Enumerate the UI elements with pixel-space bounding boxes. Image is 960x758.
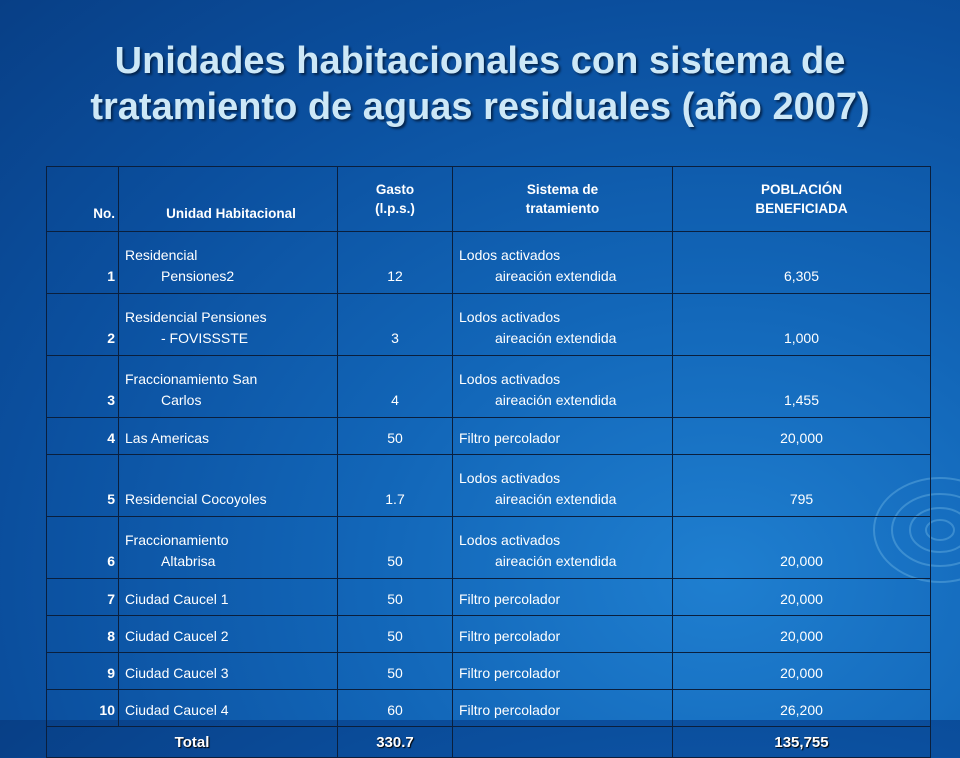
header-poblacion-line1: POBLACIÓN (761, 182, 842, 197)
cell-gasto: 60 (338, 690, 453, 727)
cell-sistema-line1: Lodos activados (459, 371, 561, 387)
table-row (47, 653, 931, 690)
cell-sistema: Filtro percolador (453, 579, 673, 616)
cell-sistema-line1: Lodos activados (459, 247, 561, 263)
cell-no: 10 (47, 690, 119, 727)
table-row (47, 455, 931, 517)
cell-unidad: Ciudad Caucel 4 (119, 690, 338, 727)
cell-gasto: 50 (338, 517, 453, 579)
cell-no: 2 (47, 294, 119, 356)
cell-unidad (119, 232, 338, 294)
table-row (47, 294, 931, 356)
cell-sistema-line2: aireación extendida (495, 268, 617, 284)
cell-unidad-line1: Fraccionamiento (125, 532, 229, 548)
cell-unidad-line1: Residencial (125, 247, 198, 263)
header-unidad: Unidad Habitacional (119, 167, 338, 232)
table-header-row (47, 167, 931, 232)
header-poblacion-line2: BENEFICIADA (755, 201, 848, 216)
cell-sistema: Filtro percolador (453, 690, 673, 727)
header-gasto-line2: (l.p.s.) (375, 201, 415, 216)
cell-poblacion: 1,455 (673, 356, 931, 418)
cell-poblacion: 20,000 (673, 579, 931, 616)
cell-unidad (119, 294, 338, 356)
cell-no: 3 (47, 356, 119, 418)
total-label: Total (47, 727, 338, 758)
treatment-table (46, 166, 931, 758)
cell-sistema-line1: Lodos activados (459, 309, 561, 325)
total-poblacion: 135,755 (673, 727, 931, 758)
table-row (47, 232, 931, 294)
total-sistema-empty (453, 727, 673, 758)
table-row (47, 579, 931, 616)
table-row (47, 616, 931, 653)
cell-sistema (453, 356, 673, 418)
slide-title: Unidades habitacionales con sistema de tratamiento de aguas residuales (año 2007) (90, 40, 870, 128)
cell-unidad (119, 517, 338, 579)
cell-unidad (119, 356, 338, 418)
cell-no: 7 (47, 579, 119, 616)
cell-sistema (453, 517, 673, 579)
header-poblacion (673, 167, 931, 232)
cell-unidad: Ciudad Caucel 2 (119, 616, 338, 653)
cell-gasto: 12 (338, 232, 453, 294)
cell-sistema-line2: aireación extendida (495, 491, 617, 507)
cell-no: 5 (47, 455, 119, 517)
cell-unidad: Ciudad Caucel 1 (119, 579, 338, 616)
cell-poblacion: 20,000 (673, 517, 931, 579)
header-gasto-line1: Gasto (375, 182, 415, 197)
cell-no: 8 (47, 616, 119, 653)
cell-poblacion: 26,200 (673, 690, 931, 727)
header-gasto (338, 167, 453, 232)
header-sistema (453, 167, 673, 232)
cell-sistema-line1: Lodos activados (459, 470, 561, 486)
cell-sistema (453, 294, 673, 356)
cell-no: 6 (47, 517, 119, 579)
cell-unidad: Residencial Cocoyoles (119, 455, 338, 517)
table-row (47, 517, 931, 579)
cell-gasto: 3 (338, 294, 453, 356)
cell-gasto: 50 (338, 616, 453, 653)
cell-gasto: 50 (338, 418, 453, 455)
cell-unidad-line2: - FOVISSSTE (161, 330, 249, 346)
cell-unidad-line1: Residencial Pensiones (125, 309, 267, 325)
cell-unidad-line2: Pensiones2 (161, 268, 235, 284)
cell-sistema-line2: aireación extendida (495, 392, 617, 408)
cell-poblacion: 20,000 (673, 418, 931, 455)
table-row (47, 418, 931, 455)
cell-sistema-line2: aireación extendida (495, 330, 617, 346)
cell-gasto: 1.7 (338, 455, 453, 517)
cell-poblacion: 6,305 (673, 232, 931, 294)
cell-unidad-line2: Altabrisa (161, 553, 216, 569)
cell-poblacion: 20,000 (673, 653, 931, 690)
cell-sistema: Filtro percolador (453, 418, 673, 455)
cell-poblacion: 795 (673, 455, 931, 517)
table-row (47, 690, 931, 727)
cell-sistema (453, 455, 673, 517)
cell-gasto: 50 (338, 579, 453, 616)
cell-sistema: Filtro percolador (453, 616, 673, 653)
header-sistema-line2: tratamiento (525, 201, 600, 216)
total-row (47, 727, 931, 758)
cell-unidad: Ciudad Caucel 3 (119, 653, 338, 690)
cell-poblacion: 1,000 (673, 294, 931, 356)
cell-unidad: Las Americas (119, 418, 338, 455)
header-sistema-line1: Sistema de (526, 182, 599, 197)
cell-unidad-line2: Carlos (161, 392, 202, 408)
cell-gasto: 50 (338, 653, 453, 690)
total-gasto: 330.7 (338, 727, 453, 758)
cell-sistema-line2: aireación extendida (495, 553, 617, 569)
table-row (47, 356, 931, 418)
cell-no: 9 (47, 653, 119, 690)
cell-unidad-line1: Fraccionamiento San (125, 371, 258, 387)
header-no: No. (47, 167, 119, 232)
cell-no: 1 (47, 232, 119, 294)
cell-no: 4 (47, 418, 119, 455)
cell-gasto: 4 (338, 356, 453, 418)
cell-sistema: Filtro percolador (453, 653, 673, 690)
cell-poblacion: 20,000 (673, 616, 931, 653)
cell-sistema (453, 232, 673, 294)
cell-sistema-line1: Lodos activados (459, 532, 561, 548)
